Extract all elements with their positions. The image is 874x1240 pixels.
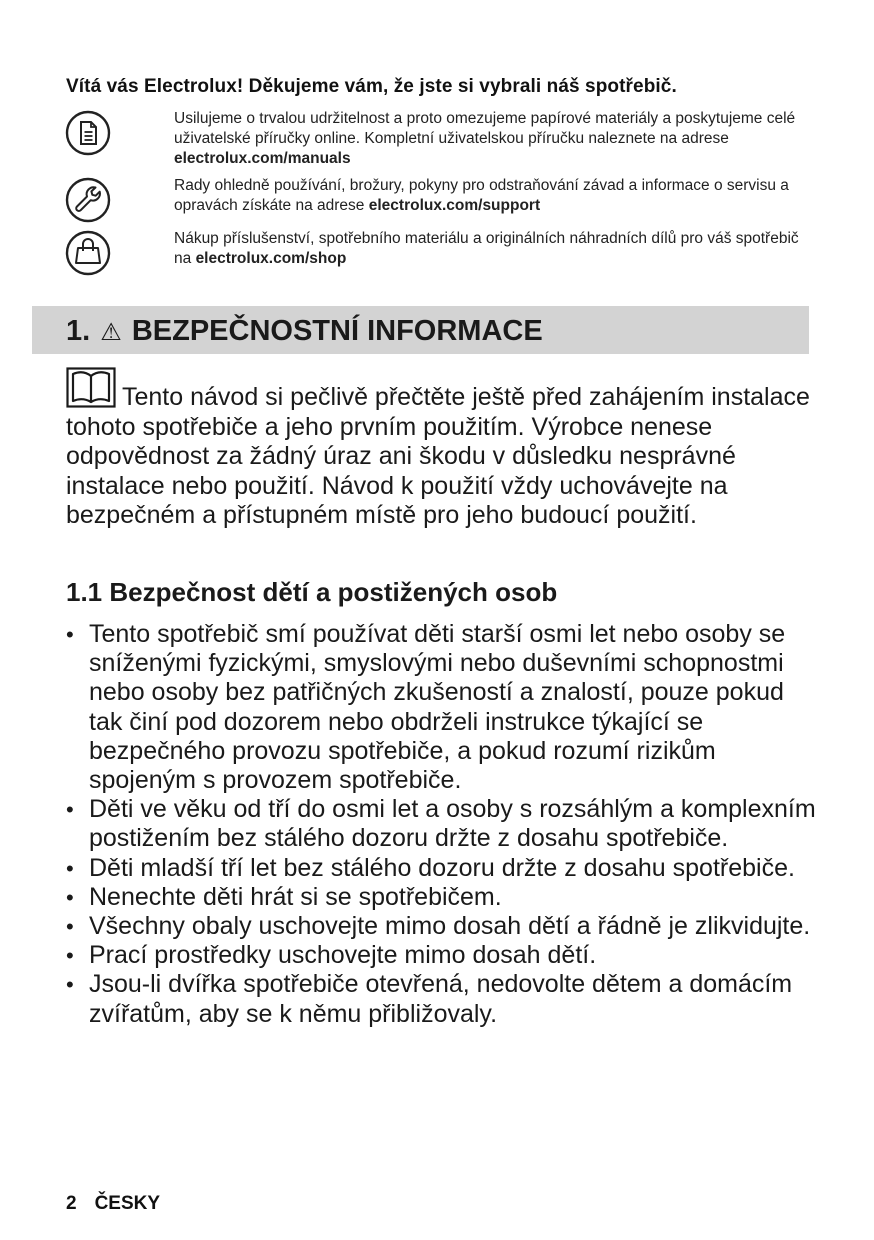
welcome-title: Vítá vás Electrolux! Děkujeme vám, že jste si vybrali náš spotřebič.	[66, 76, 677, 97]
intro-paragraph	[66, 367, 816, 531]
bullet-icon: •	[66, 855, 74, 881]
list-item: • Tento spotřebič smí používat děti starší osmi let nebo osoby se sníženými fyzickými, smyslovými nebo duševními schopnostmi nebo osoby bez patřičných zkušeností a znalostí, pouze pokud tak činí pod dozorem nebo obdrželi instrukce týkající se bezpečného provozu spotřebiče, a pokud rozumí rizikům spojeným s provozem spotřebiče.	[66, 620, 786, 795]
bullet-icon: •	[66, 972, 74, 998]
section-number: 1.	[66, 315, 91, 347]
subsection-title: 1.1 Bezpečnost dětí a postižených osob	[66, 577, 558, 607]
list-item: • Děti mladší tří let bez stálého dozoru držte z dosahu spotřebiče.	[66, 853, 795, 882]
book-icon	[66, 367, 116, 409]
list-item: • Nenechte děti hrát si se spotřebičem.	[66, 882, 502, 911]
page-footer	[66, 1193, 160, 1215]
bullet-icon: •	[66, 797, 74, 823]
language-label: ČESKY	[94, 1193, 161, 1214]
intro-text: Tento návod si pečlivě přečtěte ještě před zahájením instalace tohoto spotřebiče a jeho prvním použitím. Výrobce nenese odpovědnost za žádný úraz ani škodu v důsledku nesprávné instalace nebo použití. Návod k použití vždy uchovávejte na bezpečném a přístupném místě pro jeho budoucí použití.	[66, 383, 810, 529]
shop-link[interactable]: electrolux.com/shop	[195, 250, 347, 267]
support-link[interactable]: electrolux.com/support	[368, 197, 541, 214]
section-header	[32, 306, 809, 354]
list-item: • Jsou-li dvířka spotřebiče otevřená, nedovolte dětem a domácím zvířatům, aby se k němu přibližovaly.	[66, 970, 793, 1028]
bullet-icon: •	[66, 884, 74, 910]
info-text-manuals: Usilujeme o trvalou udržitelnost a proto omezujeme papírové materiály a poskytujeme celé uživatelské příručky online. Kompletní uživatelskou příručku naleznete na adrese electrolux.com/manuals	[174, 110, 796, 167]
manuals-link[interactable]: electrolux.com/manuals	[174, 150, 351, 167]
list-item: • Děti ve věku od tří do osmi let a osoby s rozsáhlým a komplexním postižením bez stálého dozoru držte z dosahu spotřebiče.	[66, 795, 816, 853]
section-title	[66, 315, 543, 348]
warning-icon: ⚠	[100, 319, 122, 346]
document-icon	[64, 109, 112, 157]
list-item: • Všechny obaly uschovejte mimo dosah dětí a řádně je zlikvidujte.	[66, 912, 811, 941]
section-title-text: BEZPEČNOSTNÍ INFORMACE	[131, 315, 543, 347]
list-item: • Prací prostředky uschovejte mimo dosah dětí.	[66, 941, 597, 970]
wrench-icon	[64, 176, 112, 224]
safety-bullet-list	[66, 620, 816, 1029]
bullet-icon: •	[66, 914, 74, 940]
info-text-support: Rady ohledně používání, brožury, pokyny pro odstraňování závad a informace o servisu a opravách získáte na adrese electrolux.com/support	[174, 177, 789, 214]
shopping-bag-icon	[64, 229, 112, 277]
bullet-icon: •	[66, 943, 74, 969]
page-number: 2	[66, 1193, 77, 1214]
info-text-shop: Nákup příslušenství, spotřebního materiálu a originálních náhradních dílů pro váš spotřebič na electrolux.com/shop	[174, 230, 799, 267]
bullet-icon: •	[66, 622, 74, 647]
